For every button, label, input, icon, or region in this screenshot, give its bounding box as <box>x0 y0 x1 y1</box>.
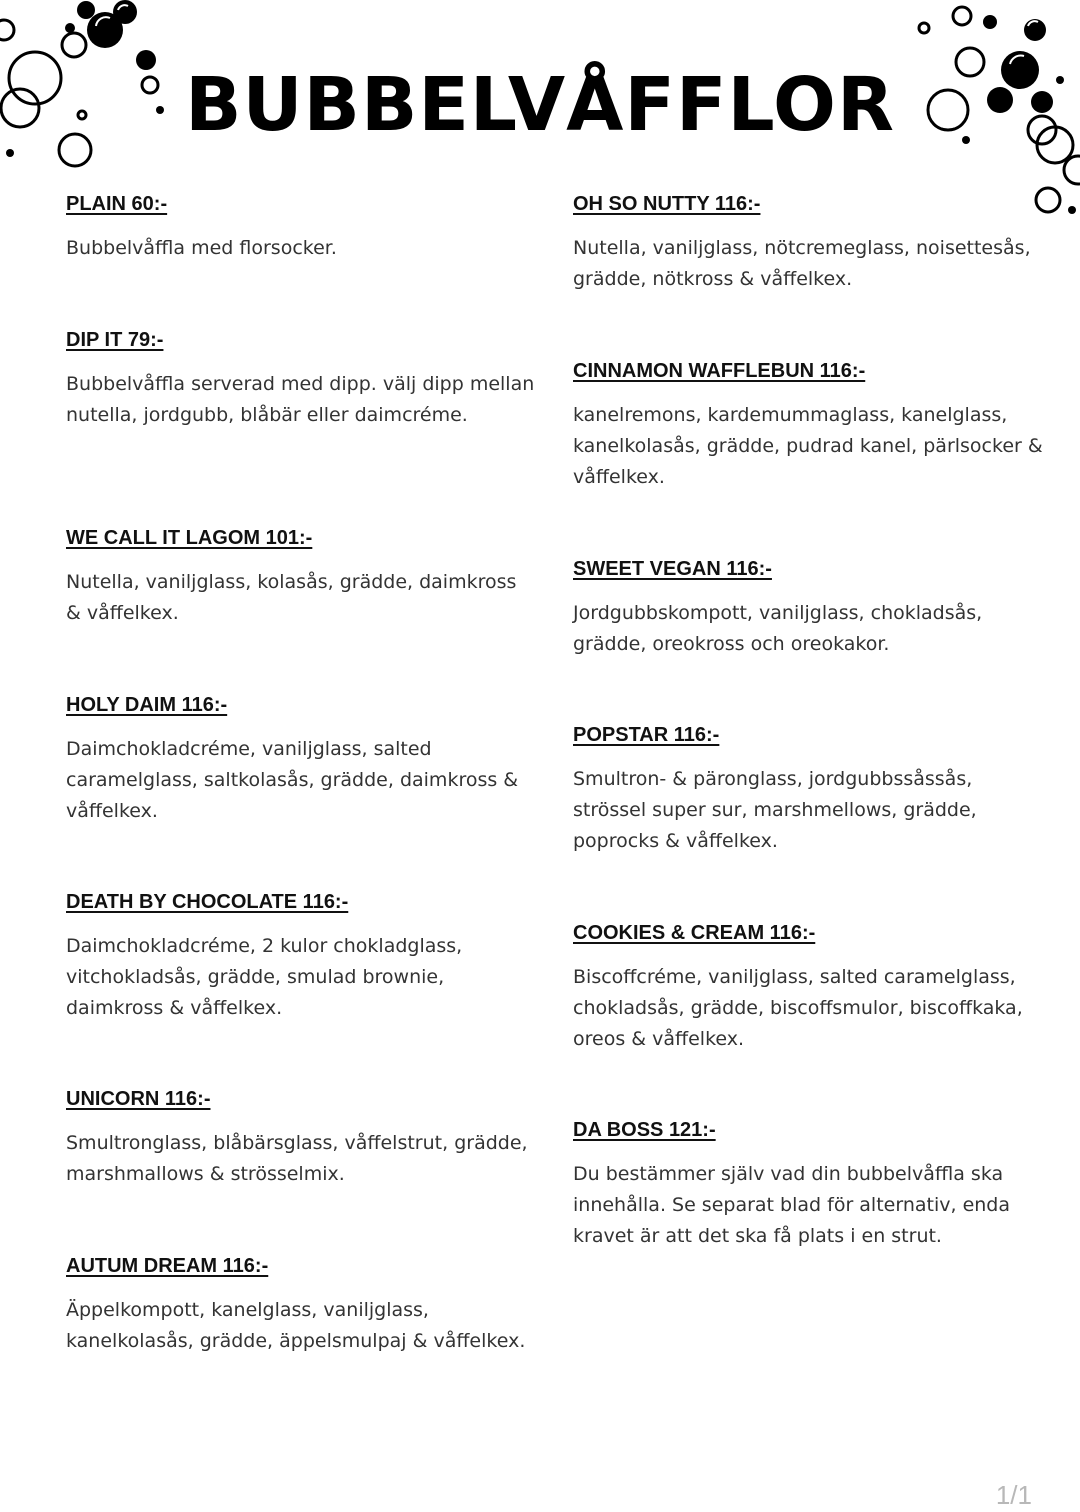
item-title: WE CALL IT LAGOM 101:- <box>66 527 313 549</box>
item-title: HOLY DAIM 116:- <box>66 694 228 716</box>
menu-item <box>66 1253 536 1357</box>
item-title: DA BOSS 121:- <box>573 1119 716 1141</box>
item-description: Smultron- & päronglass, jordgubbssåssås, strössel super sur, marshmellows, grädde, poprocks & våffelkex. <box>573 768 977 852</box>
menu-item <box>573 1117 1043 1252</box>
item-description: Smultronglass, blåbärsglass, våffelstrut, grädde, marshmallows & strösselmix. <box>66 1132 528 1185</box>
item-title: UNICORN 116:- <box>66 1088 211 1110</box>
menu-item <box>66 1086 536 1190</box>
item-description: Nutella, vaniljglass, kolasås, grädde, daimkross & våffelkex. <box>66 571 517 624</box>
item-title: DIP IT 79:- <box>66 329 164 351</box>
item-title: POPSTAR 116:- <box>573 724 720 746</box>
menu-item <box>573 191 1043 295</box>
item-title: CINNAMON WAFFLEBUN 116:- <box>573 360 866 382</box>
page-indicator: 1/1 <box>995 1480 1032 1510</box>
menu-item <box>66 692 536 827</box>
menu-item <box>66 889 536 1024</box>
menu-item <box>66 191 536 264</box>
item-description: Du bestämmer själv vad din bubbelvåffla ska innehålla. Se separat blad för alternativ, enda kravet är att det ska få plats i en strut. <box>573 1163 1010 1247</box>
menu-item <box>66 525 536 629</box>
page-title: BUBBELVÅFFLOR <box>185 62 895 148</box>
item-description: kanelremons, kardemummaglass, kanelglass, kanelkolasås, grädde, pudrad kanel, pärlsocker & våffelkex. <box>573 404 1043 488</box>
item-description: Nutella, vaniljglass, nötcremeglass, noisettesås, grädde, nötkross & våffelkex. <box>573 237 1031 290</box>
menu-item <box>66 327 536 431</box>
item-description: Daimchokladcréme, 2 kulor chokladglass, vitchokladsås, grädde, smulad brownie, daimkross & våffelkex. <box>66 935 463 1019</box>
item-description: Äppelkompott, kanelglass, vaniljglass, kanelkolasås, grädde, äppelsmulpaj & våffelkex. <box>66 1299 526 1352</box>
item-description: Biscoffcréme, vaniljglass, salted caramelglass, chokladsås, grädde, biscoffsmulor, biscoffkaka, oreos & våffelkex. <box>573 966 1023 1050</box>
item-description: Daimchokladcréme, vaniljglass, salted caramelglass, saltkolasås, grädde, daimkross & våffelkex. <box>66 738 519 822</box>
item-title: SWEET VEGAN 116:- <box>573 558 772 580</box>
item-description: Jordgubbskompott, vaniljglass, chokladsås, grädde, oreokross och oreokakor. <box>573 602 983 655</box>
item-title: OH SO NUTTY 116:- <box>573 193 761 215</box>
menu-item <box>573 920 1043 1055</box>
item-title: DEATH BY CHOCOLATE 116:- <box>66 891 349 913</box>
menu-item <box>573 722 1043 857</box>
item-description: Bubbelvåffla med florsocker. <box>66 237 337 259</box>
menu-item <box>573 358 1043 493</box>
menu-item <box>573 556 1043 660</box>
item-title: AUTUM DREAM 116:- <box>66 1255 269 1277</box>
item-title: COOKIES & CREAM 116:- <box>573 922 816 944</box>
item-title: PLAIN 60:- <box>66 193 168 215</box>
item-description: Bubbelvåffla serverad med dipp. välj dipp mellan nutella, jordgubb, blåbär eller daimcréme. <box>66 373 535 426</box>
